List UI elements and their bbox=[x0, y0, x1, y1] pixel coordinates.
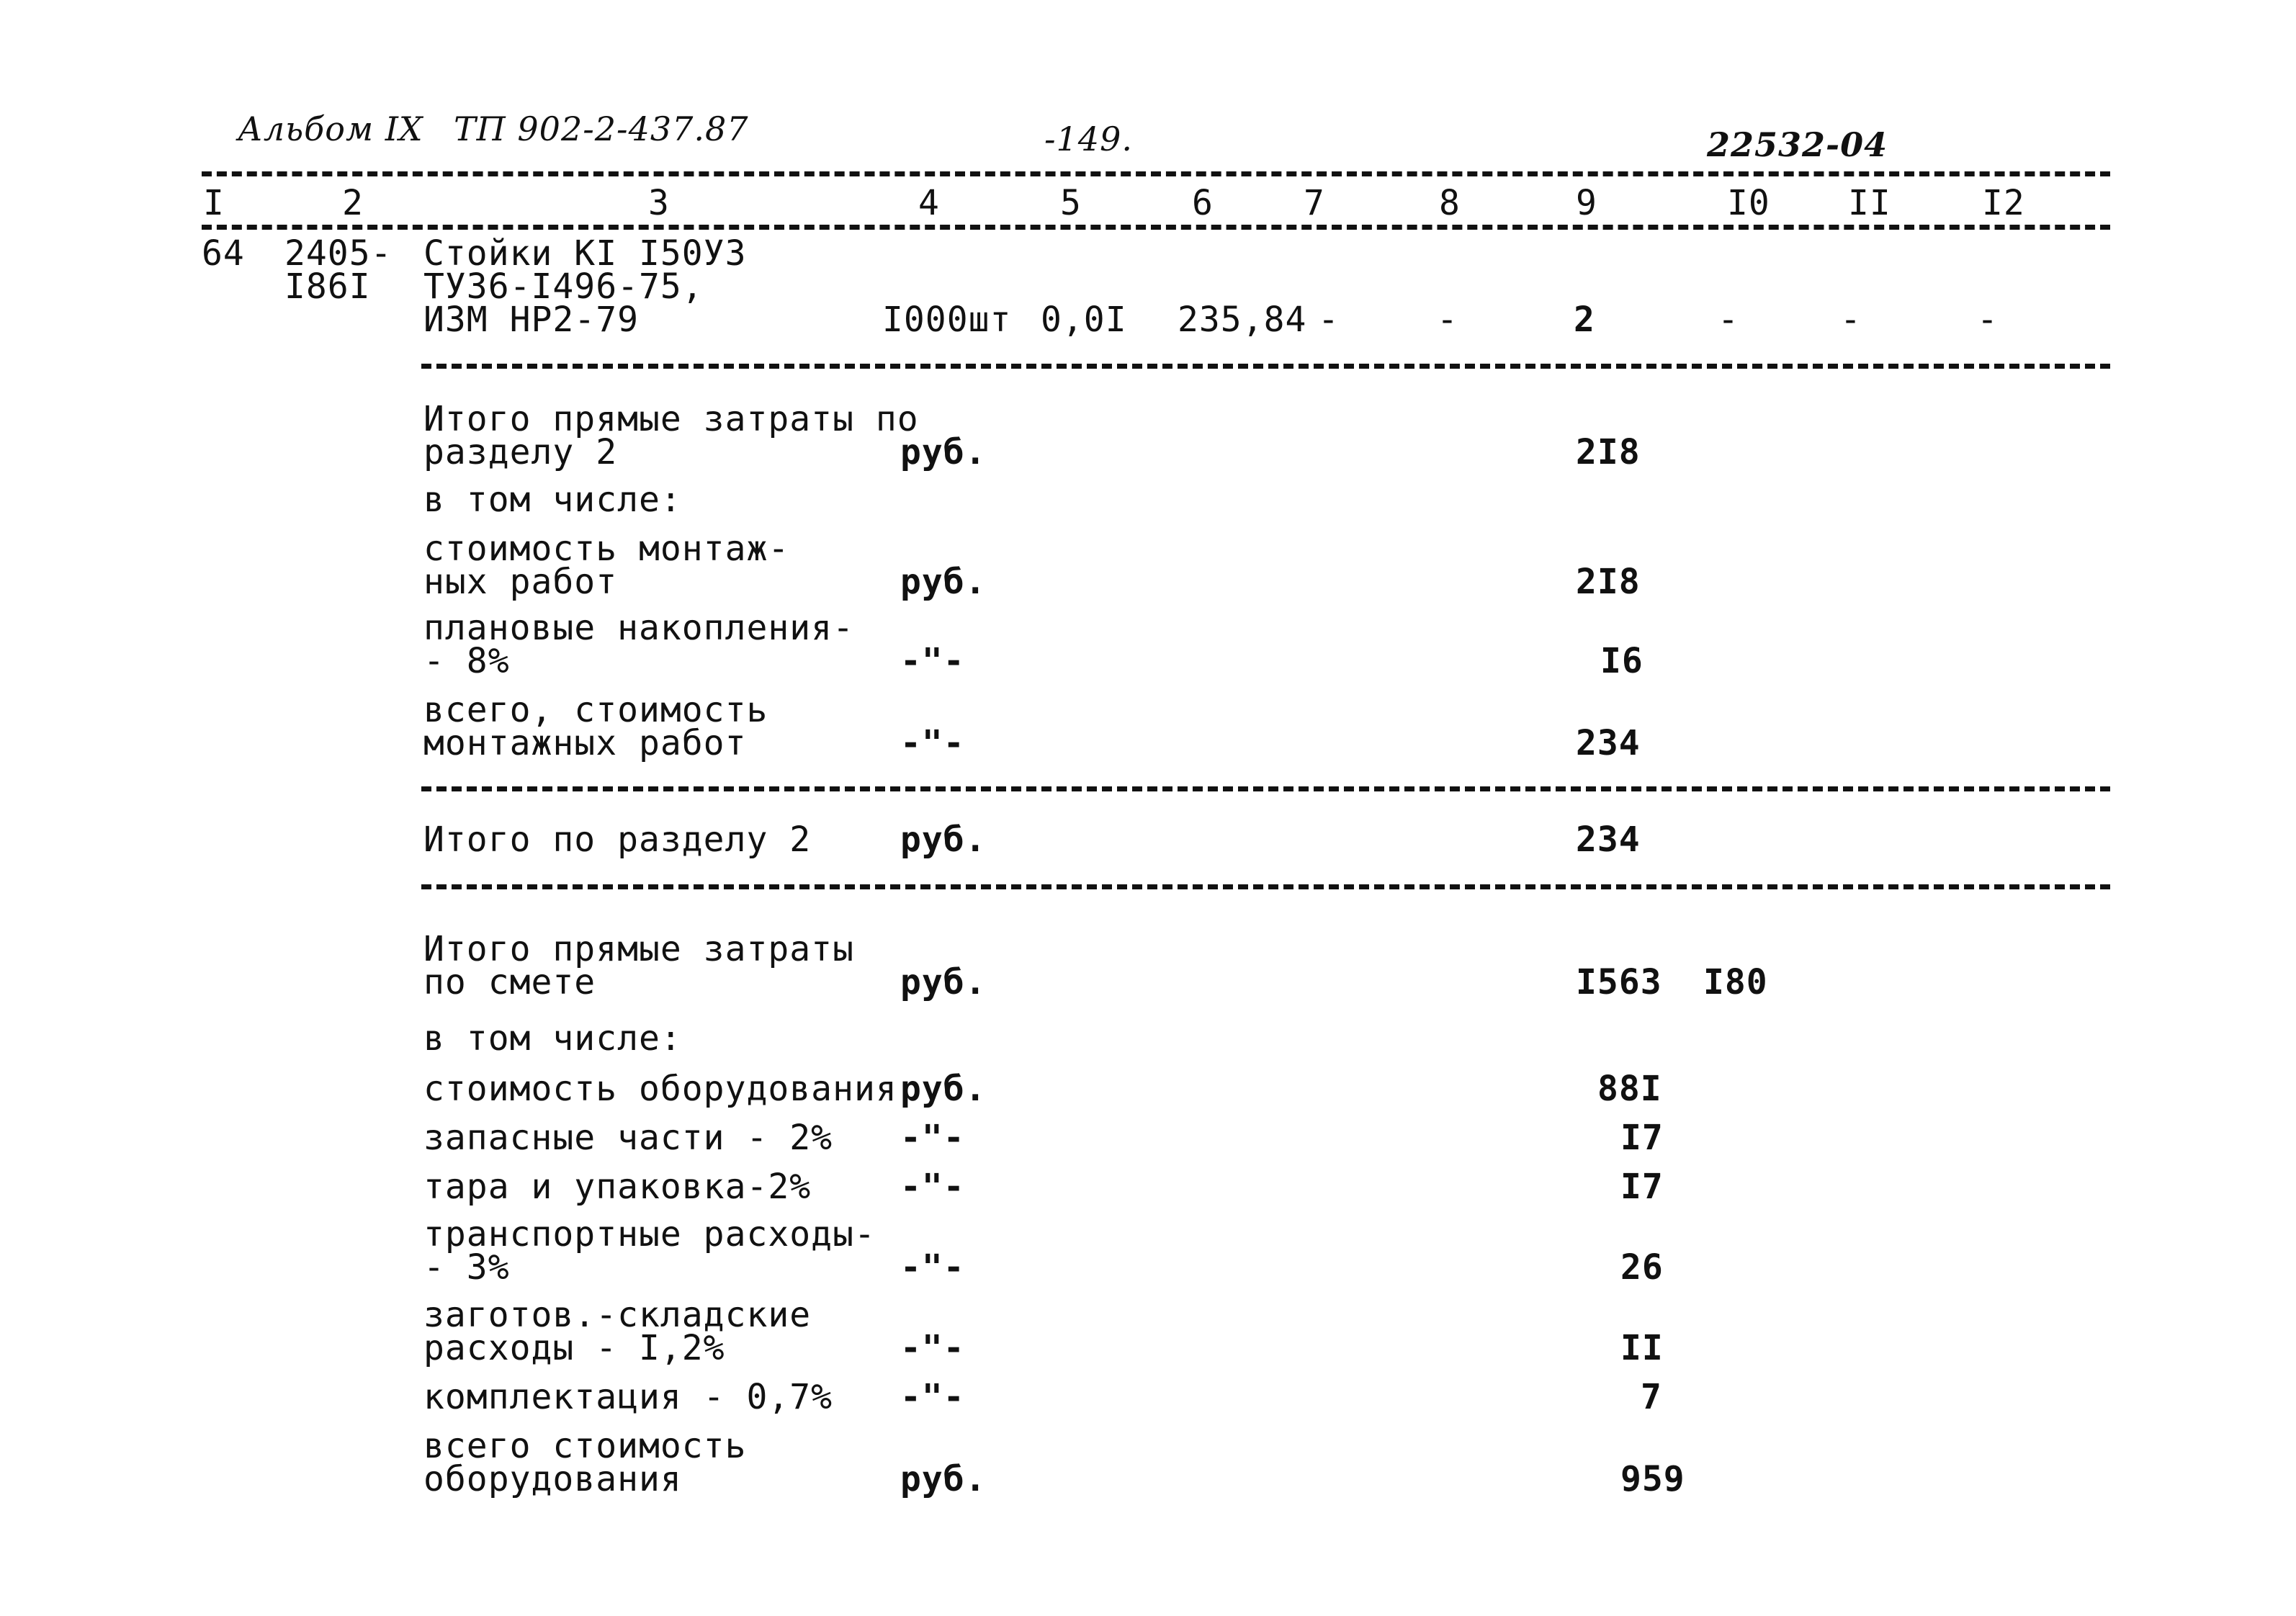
item-name-line3: ИЗМ НР2-79 bbox=[423, 300, 639, 340]
col-header-10: I0 bbox=[1727, 183, 1770, 223]
row-label-line2: оборудования bbox=[423, 1459, 682, 1499]
header-bottom-rule bbox=[202, 225, 2110, 230]
row-label-line2: - 3% bbox=[423, 1247, 510, 1288]
item-col9: 2 bbox=[1574, 300, 1595, 340]
col-header-1: I bbox=[203, 183, 225, 223]
row-value: 234 bbox=[1576, 723, 1641, 763]
row-value: 88I bbox=[1597, 1069, 1662, 1109]
row-label-line1: плановые накопления- bbox=[423, 608, 854, 648]
col-header-7: 7 bbox=[1304, 183, 1325, 223]
item-code-line1: 2405- bbox=[284, 233, 393, 274]
row-unit: руб. bbox=[900, 962, 987, 1002]
item-quantity: 0,0I bbox=[1041, 300, 1127, 340]
row-unit: -"- bbox=[900, 1247, 965, 1288]
section2-in-that-label: в том числе: bbox=[423, 480, 682, 520]
row-value: I563 bbox=[1576, 962, 1662, 1002]
section2-total-rule bbox=[421, 884, 2110, 889]
row-label-line2: разделу 2 bbox=[423, 432, 618, 472]
row-label-line1: Итого прямые затраты bbox=[423, 929, 854, 969]
col-header-2: 2 bbox=[342, 183, 364, 223]
col-header-11: II bbox=[1848, 183, 1891, 223]
item-col12: - bbox=[1977, 300, 1999, 340]
row-value: I6 bbox=[1600, 641, 1643, 681]
row-unit: -"- bbox=[900, 1328, 965, 1368]
row-label-line1: заготов.-складские bbox=[423, 1295, 812, 1335]
col-header-3: 3 bbox=[648, 183, 670, 223]
row-label-line2: по смете bbox=[423, 962, 596, 1002]
header-top-rule bbox=[202, 171, 2110, 176]
item-unit-price: 235,84 bbox=[1178, 300, 1307, 340]
row-value: 26 bbox=[1620, 1247, 1664, 1288]
row-unit: руб. bbox=[900, 432, 987, 472]
row-unit: -"- bbox=[900, 1118, 965, 1158]
row-label: Итого по разделу 2 bbox=[423, 820, 812, 860]
row-value: 2I8 bbox=[1576, 562, 1641, 602]
page-number: -149. bbox=[1044, 120, 1133, 158]
section2-subtotal-rule bbox=[421, 786, 2110, 791]
row-value: 2I8 bbox=[1576, 432, 1641, 472]
col-header-9: 9 bbox=[1576, 183, 1597, 223]
item-code-line2: I86I bbox=[284, 266, 371, 307]
row-value: I7 bbox=[1620, 1167, 1664, 1207]
row-unit: -"- bbox=[900, 641, 965, 681]
row-label-line1: комплектация - 0,7% bbox=[423, 1377, 833, 1417]
row-label-line1: тара и упаковка-2% bbox=[423, 1167, 812, 1207]
row-label-line1: стоимость оборудования bbox=[423, 1069, 897, 1109]
row-label-line2: монтажных работ bbox=[423, 723, 747, 763]
item-unit: I000шт bbox=[882, 300, 1012, 340]
row-unit: -"- bbox=[900, 1167, 965, 1207]
item-col7: - bbox=[1318, 300, 1340, 340]
row-label-line1: транспортные расходы- bbox=[423, 1214, 876, 1254]
row-value: 234 bbox=[1576, 820, 1641, 860]
item-number: 64 bbox=[202, 233, 245, 274]
item-name-line1: Стойки КI I50У3 bbox=[423, 233, 747, 274]
col-header-12: I2 bbox=[1982, 183, 2025, 223]
col-header-8: 8 bbox=[1439, 183, 1461, 223]
row-label-line1: стоимость монтаж- bbox=[423, 529, 790, 569]
row-label-line2: ных работ bbox=[423, 562, 618, 602]
album-label: Альбом IX bbox=[238, 109, 423, 148]
row-unit: -"- bbox=[900, 1377, 965, 1417]
row-label-line1: Итого прямые затраты по bbox=[423, 399, 919, 439]
row-label-line1: всего, стоимость bbox=[423, 690, 768, 730]
row-unit: руб. bbox=[900, 820, 987, 860]
row-label-line2: расходы - I,2% bbox=[423, 1328, 725, 1368]
item-name-line2: ТУ36-I496-75, bbox=[423, 266, 704, 307]
item-col8: - bbox=[1437, 300, 1458, 340]
row-unit: руб. bbox=[900, 1459, 987, 1499]
item-col10: - bbox=[1718, 300, 1739, 340]
col-header-5: 5 bbox=[1060, 183, 1082, 223]
row-value: I7 bbox=[1620, 1118, 1664, 1158]
row-label-line1: запасные части - 2% bbox=[423, 1118, 833, 1158]
row-label-line2: - 8% bbox=[423, 641, 510, 681]
item-rule bbox=[421, 364, 2110, 369]
item-col11: - bbox=[1840, 300, 1862, 340]
row-value: II bbox=[1620, 1328, 1664, 1368]
estimate-in-that-label: в том числе: bbox=[423, 1018, 682, 1059]
row-unit: -"- bbox=[900, 723, 965, 763]
col-header-4: 4 bbox=[918, 183, 940, 223]
col-header-6: 6 bbox=[1192, 183, 1214, 223]
row-value: 959 bbox=[1620, 1459, 1685, 1499]
row-unit: руб. bbox=[900, 1069, 987, 1109]
document-number: 22532-04 bbox=[1707, 125, 1888, 164]
row-value: 7 bbox=[1641, 1377, 1662, 1417]
row-unit: руб. bbox=[900, 562, 987, 602]
row-label-line1: всего стоимость bbox=[423, 1426, 747, 1466]
row-value-col10: I80 bbox=[1703, 962, 1768, 1002]
project-code: ТП 902-2-437.87 bbox=[454, 109, 749, 148]
